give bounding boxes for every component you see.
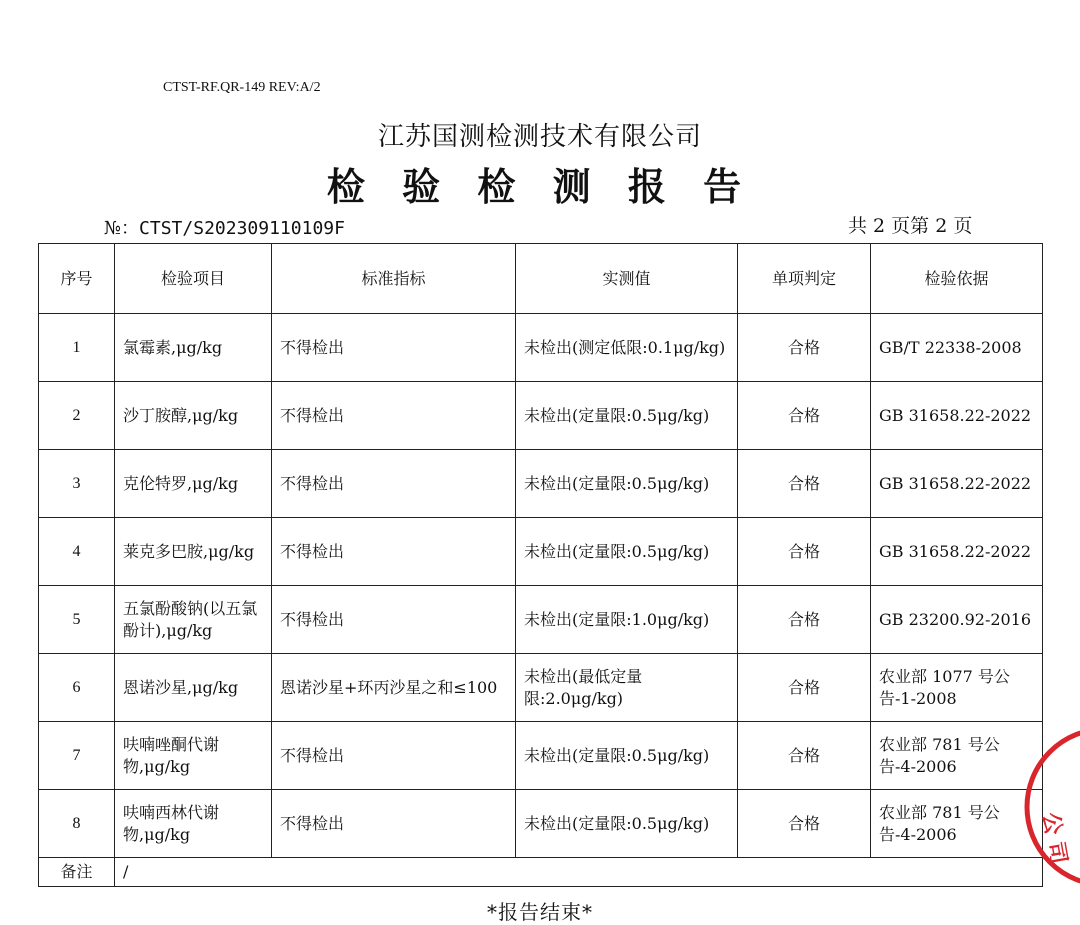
row-no: 3 [39, 450, 115, 518]
row-standard: 不得检出 [272, 450, 516, 518]
row-basis: GB 31658.22-2022 [871, 382, 1043, 450]
row-verdict: 合格 [738, 654, 871, 722]
row-no: 8 [39, 790, 115, 858]
row-no: 4 [39, 518, 115, 586]
row-verdict: 合格 [738, 722, 871, 790]
col-header-no: 序号 [39, 244, 115, 314]
remark-label: 备注 [39, 858, 115, 887]
report-number-value: CTST/S202309110109F [139, 218, 345, 239]
row-item: 五氯酚酸钠(以五氯酚计),μg/kg [115, 586, 272, 654]
form-code: CTST-RF.QR-149 REV:A/2 [163, 80, 321, 95]
row-basis: GB/T 22338-2008 [871, 314, 1043, 382]
row-item: 呋喃西林代谢物,μg/kg [115, 790, 272, 858]
company-name: 江苏国测检测技术有限公司 [377, 122, 702, 152]
row-no: 2 [39, 382, 115, 450]
company-seal [985, 722, 1080, 892]
col-header-measured: 实测值 [516, 244, 738, 314]
row-no: 5 [39, 586, 115, 654]
report-number-label: №： [104, 218, 140, 239]
row-item: 沙丁胺醇,μg/kg [115, 382, 272, 450]
row-verdict: 合格 [738, 314, 871, 382]
report-number [104, 214, 345, 240]
table-row [39, 518, 1043, 586]
row-standard: 不得检出 [272, 382, 516, 450]
row-verdict: 合格 [738, 518, 871, 586]
row-verdict: 合格 [738, 450, 871, 518]
row-measured: 未检出(定量限:0.5μg/kg) [516, 382, 738, 450]
row-item: 呋喃唑酮代谢物,μg/kg [115, 722, 272, 790]
row-measured: 未检出(定量限:0.5μg/kg) [516, 790, 738, 858]
row-item: 氯霉素,μg/kg [115, 314, 272, 382]
table-row [39, 450, 1043, 518]
table-row [39, 790, 1043, 858]
table-row [39, 722, 1043, 790]
row-standard: 不得检出 [272, 518, 516, 586]
table-row [39, 314, 1043, 382]
row-no: 6 [39, 654, 115, 722]
col-header-verdict: 单项判定 [738, 244, 871, 314]
row-standard: 不得检出 [272, 314, 516, 382]
results-table [38, 243, 1043, 887]
report-end-mark: *报告结束* [487, 900, 593, 924]
row-basis: GB 31658.22-2022 [871, 450, 1043, 518]
row-verdict: 合格 [738, 382, 871, 450]
row-measured: 未检出(定量限:0.5μg/kg) [516, 450, 738, 518]
row-verdict: 合格 [738, 586, 871, 654]
row-item: 克伦特罗,μg/kg [115, 450, 272, 518]
row-standard: 恩诺沙星+环丙沙星之和≤100 [272, 654, 516, 722]
row-measured: 未检出(最低定量限:2.0μg/kg) [516, 654, 738, 722]
row-measured: 未检出(定量限:0.5μg/kg) [516, 518, 738, 586]
row-standard: 不得检出 [272, 722, 516, 790]
row-verdict: 合格 [738, 790, 871, 858]
table-row [39, 654, 1043, 722]
table-row [39, 382, 1043, 450]
row-item: 莱克多巴胺,μg/kg [115, 518, 272, 586]
seal-text: 公 司 [1037, 810, 1071, 866]
col-header-standard: 标准指标 [272, 244, 516, 314]
col-header-item: 检验项目 [115, 244, 272, 314]
row-standard: 不得检出 [272, 586, 516, 654]
row-basis: GB 23200.92-2016 [871, 586, 1043, 654]
row-no: 1 [39, 314, 115, 382]
row-standard: 不得检出 [272, 790, 516, 858]
remark-value: / [115, 858, 1043, 887]
remark-row [39, 858, 1043, 887]
report-title: 检 验 检 测 报 告 [326, 164, 754, 209]
row-no: 7 [39, 722, 115, 790]
row-measured: 未检出(定量限:1.0μg/kg) [516, 586, 738, 654]
row-measured: 未检出(测定低限:0.1μg/kg) [516, 314, 738, 382]
row-basis: GB 31658.22-2022 [871, 518, 1043, 586]
row-item: 恩诺沙星,μg/kg [115, 654, 272, 722]
row-basis: 农业部 781 号公告-4-2006 [871, 790, 1043, 858]
table-row [39, 586, 1043, 654]
row-basis: 农业部 781 号公告-4-2006 [871, 722, 1043, 790]
row-measured: 未检出(定量限:0.5μg/kg) [516, 722, 738, 790]
table-header-row [39, 244, 1043, 314]
col-header-basis: 检验依据 [871, 244, 1043, 314]
page-info: 共 2 页第 2 页 [848, 215, 973, 237]
row-basis: 农业部 1077 号公告-1-2008 [871, 654, 1043, 722]
